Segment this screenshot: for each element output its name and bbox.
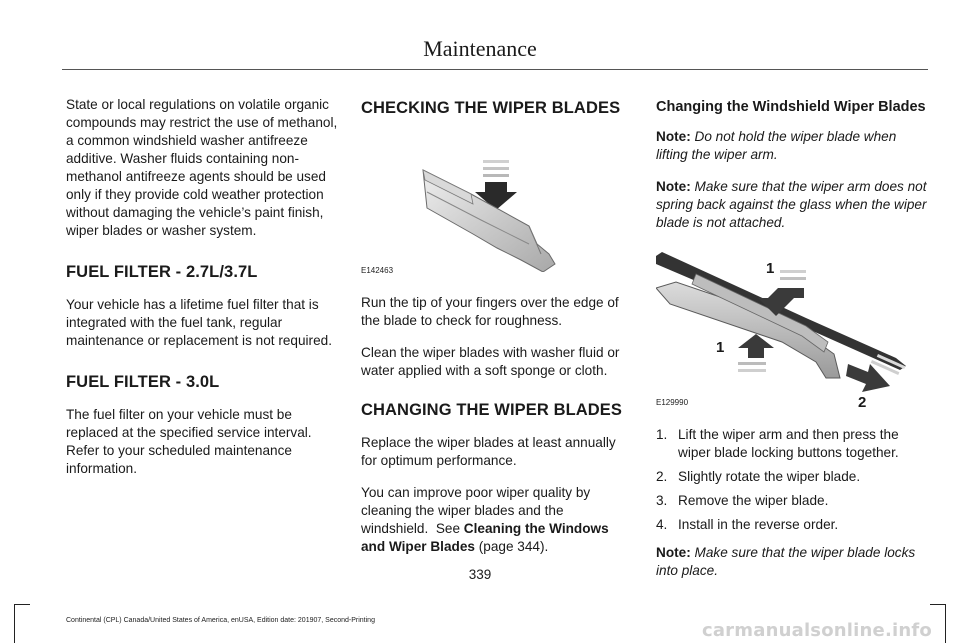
- list-item: 2. Slightly rotate the wiper blade.: [656, 469, 861, 484]
- checking-text-2: Clean the wiper blades with washer fluid or water applied with a soft sponge or cloth.: [361, 345, 620, 378]
- note-3: Note: Make sure that the wiper blade locks into place.: [656, 545, 916, 578]
- edition-footer: Continental (CPL) Canada/United States of America, enUSA, Edition date: 201907, Second-Printing: [66, 617, 375, 624]
- note-2: Note: Make sure that the wiper arm does not spring back against the glass when the wiper blade is not attached.: [656, 179, 927, 230]
- washer-fluid-paragraph: State or local regulations on volatile organic compounds may restrict the use of methanol, a common windshield washer antifreeze additive. Washer fluids containing non-methanol antifreeze agents should be used only if they provide cold weather protection without damaging the vehicle’s paint finish, wiper blades or washer system.: [66, 97, 338, 238]
- changing-wiper-heading: CHANGING THE WIPER BLADES: [361, 401, 623, 419]
- note-1: Note: Do not hold the wiper blade when lifting the wiper arm.: [656, 129, 897, 162]
- fuel-filter-30-text: The fuel filter on your vehicle must be replaced at the specified service interval. Refer to your scheduled maintenance information.: [66, 407, 312, 476]
- callout-2: 2: [858, 394, 867, 411]
- changing-text-2: You can improve poor wiper quality by cleaning the wiper blades and the windshield. See Cleaning the Windows and Wiper Blades (page 344).: [361, 485, 609, 554]
- section-title: Maintenance: [423, 36, 537, 61]
- fuel-filter-27-text: Your vehicle has a lifetime fuel filter that is integrated with the fuel tank, regular maintenance or replacement is not required.: [66, 297, 332, 348]
- figure-code: E142463: [361, 266, 394, 275]
- wiper-arm-illustration: [656, 246, 928, 404]
- crop-mark-right-h: [930, 604, 946, 605]
- column-middle: [361, 96, 633, 570]
- column-right: [656, 96, 928, 594]
- list-item: 1. Lift the wiper arm and then press the wiper blade locking buttons together.: [656, 427, 899, 460]
- column-left: [66, 96, 338, 492]
- crop-mark-left: [14, 604, 15, 643]
- wiper-removal-figure: [656, 246, 928, 412]
- fuel-filter-30-heading: FUEL FILTER - 3.0L: [66, 373, 220, 391]
- callout-1-bottom: 1: [716, 339, 725, 356]
- changing-text-1: Replace the wiper blades at least annually for optimum performance.: [361, 435, 616, 468]
- wiper-blade-illustration: [361, 132, 633, 272]
- changing-windshield-wiper-heading: Changing the Windshield Wiper Blades: [656, 99, 926, 115]
- list-item: 3. Remove the wiper blade.: [656, 493, 829, 508]
- crop-mark-right: [945, 604, 946, 643]
- watermark: carmanualsonline.info: [701, 620, 932, 641]
- fuel-filter-27-heading: FUEL FILTER - 2.7L/3.7L: [66, 263, 258, 281]
- list-item: 4. Install in the reverse order.: [656, 517, 839, 532]
- page-number: 339: [468, 567, 492, 582]
- steps-list: [656, 426, 928, 534]
- cross-reference-link[interactable]: Cleaning the Windows and Wiper Blades: [361, 521, 609, 554]
- header-rule: [62, 69, 928, 70]
- checking-text-1: Run the tip of your fingers over the edge of the blade to check for roughness.: [361, 295, 619, 328]
- crop-mark-left-h: [14, 604, 30, 605]
- checking-wiper-heading: CHECKING THE WIPER BLADES: [361, 99, 621, 117]
- figure-code: E129990: [656, 398, 689, 407]
- callout-1-top: 1: [766, 260, 775, 277]
- wiper-blade-figure: [361, 132, 633, 280]
